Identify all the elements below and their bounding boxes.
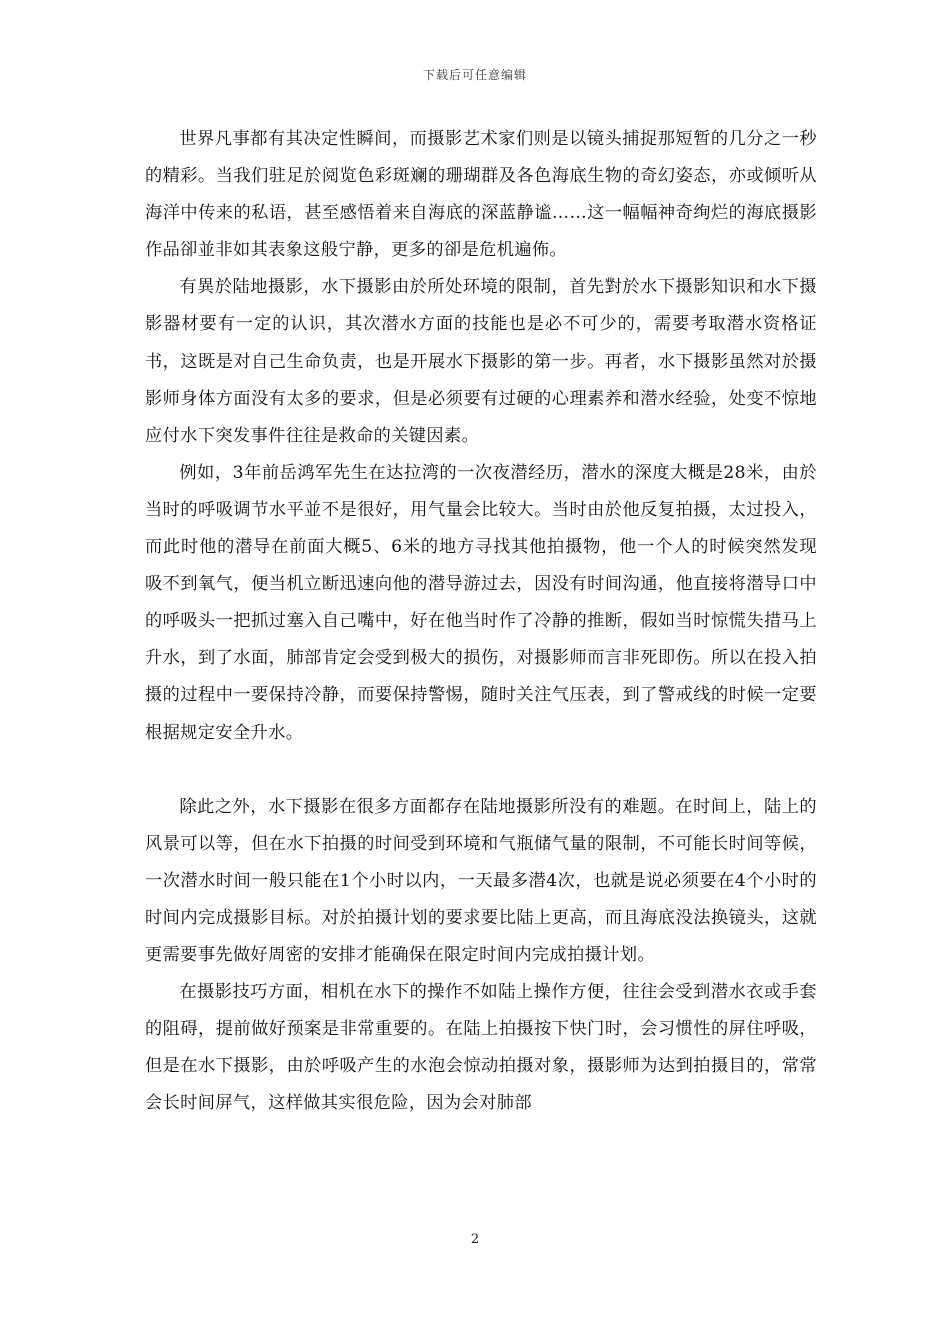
- page-header: 下载后可任意编辑: [422, 68, 527, 82]
- page-number: 2: [470, 1232, 480, 1247]
- paragraph-intro: 世界凡事都有其决定性瞬间，而摄影艺术家们则是以镜头捕捉那短暂的几分之一秒的精彩。当我们驻足於阅览色彩斑斓的珊瑚群及各色海底生物的奇幻姿态，亦或倾听从海洋中传来的私语，甚至感悟着来自海底的深蓝静谧……这一幅幅神奇绚烂的海底摄影作品卻並非如其表象这般宁静，更多的卻是危机遍佈。: [145, 129, 817, 261]
- paragraph-difficulties: 除此之外，水下摄影在很多方面都存在陆地摄影所没有的难题。在时间上，陆上的风景可以等，但在水下拍摄的时间受到环境和气瓶储气量的限制，不可能长时间等候，一次潜水时间一般只能在1个小时以内，一天最多潜4次，也就是说必须要在4个小时的时间内完成摄影目标。对於拍摄计划的要求要比陆上更高，而且海底没法换镜头，这就更需要事先做好周密的安排才能确保在限定时间内完成拍摄计划。: [145, 796, 817, 965]
- paragraph-requirements: 有異於陆地摄影，水下摄影由於所处环境的限制，首先對於水下摄影知识和水下摄影器材要有一定的认识，其次潜水方面的技能也是必不可少的，需要考取潜水资格证书，这既是对自己生命负责，也是开展水下摄影的第一步。再者，水下摄影虽然对於摄影师身体方面没有太多的要求，但是必须要有过硬的心理素养和潜水经验，处变不惊地应付水下突发事件往往是救命的关键因素。: [145, 277, 817, 446]
- paragraph-example: 例如，3年前岳鸿军先生在达拉湾的一次夜潜经历，潜水的深度大概是28米，由於当时的呼吸调节水平並不是很好，用气量会比较大。当时由於他反复拍摄，太过投入，而此时他的潜导在前面大概5、6米的地方寻找其他拍摄物，他一个人的时候突然发现吸不到氧气，便当机立断迅速向他的潜导游过去，因没有时间沟通，他直接将潜导口中的呼吸头一把抓过塞入自己嘴中，好在他当时作了冷静的推断，假如当时惊慌失措马上升水，到了水面，肺部肯定会受到极大的损伤，对摄影师而言非死即伤。所以在投入拍摄的过程中一要保持冷静，而要保持警惕，随时关注气压表，到了警戒线的时候一定要根据规定安全升水。: [145, 462, 817, 743]
- paragraph-techniques: 在摄影技巧方面，相机在水下的操作不如陆上操作方便，往往会受到潜水衣或手套的阻碍，提前做好预案是非常重要的。在陆上拍摄按下快门时，会习惯性的屏住呼吸，但是在水下摄影，由於呼吸产生的水泡会惊动拍摄对象，摄影师为达到拍摄目的，常常会长时间屏气，这样做其实很危险，因为会对肺部: [145, 982, 817, 1114]
- paragraph-spacer: [145, 752, 817, 789]
- document-body: [145, 121, 817, 1122]
